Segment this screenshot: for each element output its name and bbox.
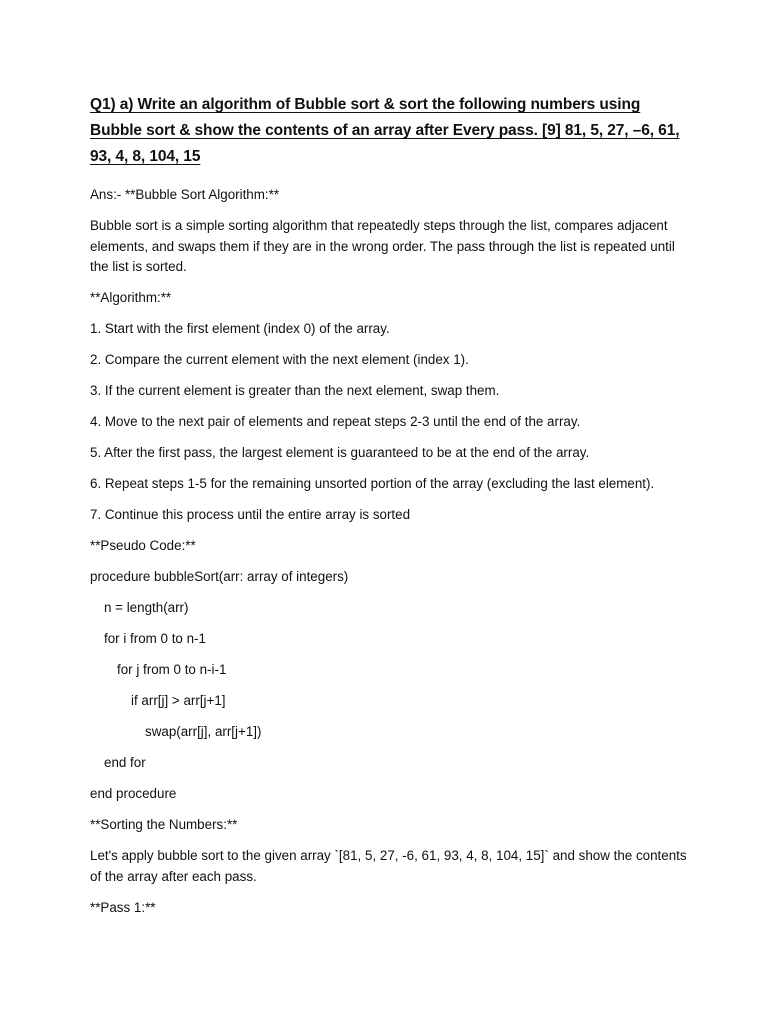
sorting-heading: **Sorting the Numbers:** bbox=[90, 817, 238, 832]
pseudo-code-line: end for bbox=[104, 755, 146, 770]
document-page bbox=[90, 92, 690, 929]
algorithm-step-6: 6. Repeat steps 1-5 for the remaining unsorted portion of the array (excluding the last element). bbox=[90, 476, 655, 491]
sorting-text: Let's apply bubble sort to the given array `[81, 5, 27, -6, 61, 93, 4, 8, 104, 15]` and show the contents of the array after each pass. bbox=[90, 848, 687, 884]
pseudo-code-line: n = length(arr) bbox=[104, 600, 189, 615]
answer-intro: Ans:- **Bubble Sort Algorithm:** bbox=[90, 187, 280, 202]
bubble-sort-description: Bubble sort is a simple sorting algorithm that repeatedly steps through the list, compares adjacent elements, and swaps them if they are in the wrong order. The pass through the list is repeated until the list is sorted. bbox=[90, 218, 675, 274]
pass-1-heading: **Pass 1:** bbox=[90, 899, 156, 915]
pseudo-code-line: procedure bubbleSort(arr: array of integers) bbox=[90, 569, 349, 584]
pseudo-code-line: for j from 0 to n-i-1 bbox=[117, 662, 227, 677]
pseudo-code-line: for i from 0 to n-1 bbox=[104, 631, 206, 646]
algorithm-step-4: 4. Move to the next pair of elements and repeat steps 2-3 until the end of the array. bbox=[90, 414, 581, 429]
algorithm-step-2: 2. Compare the current element with the next element (index 1). bbox=[90, 352, 469, 367]
algorithm-step-1: 1. Start with the first element (index 0) of the array. bbox=[90, 321, 390, 336]
pseudo-code-line: swap(arr[j], arr[j+1]) bbox=[145, 724, 262, 739]
question-heading: Q1) a) Write an algorithm of Bubble sort & sort the following numbers using Bubble sort & show the contents of an array after Every pass. [9] 81, 5, 27, –6, 61, 93, 4, 8, 104, 15 bbox=[90, 96, 680, 165]
algorithm-heading: **Algorithm:** bbox=[90, 290, 172, 305]
pseudo-code-heading: **Pseudo Code:** bbox=[90, 538, 196, 553]
pseudo-code-line: if arr[j] > arr[j+1] bbox=[131, 693, 226, 708]
algorithm-step-5: 5. After the first pass, the largest element is guaranteed to be at the end of the array. bbox=[90, 445, 590, 460]
algorithm-step-7: 7. Continue this process until the entire array is sorted bbox=[90, 507, 411, 522]
pseudo-code-line: end procedure bbox=[90, 786, 177, 801]
algorithm-step-3: 3. If the current element is greater than the next element, swap them. bbox=[90, 383, 500, 398]
